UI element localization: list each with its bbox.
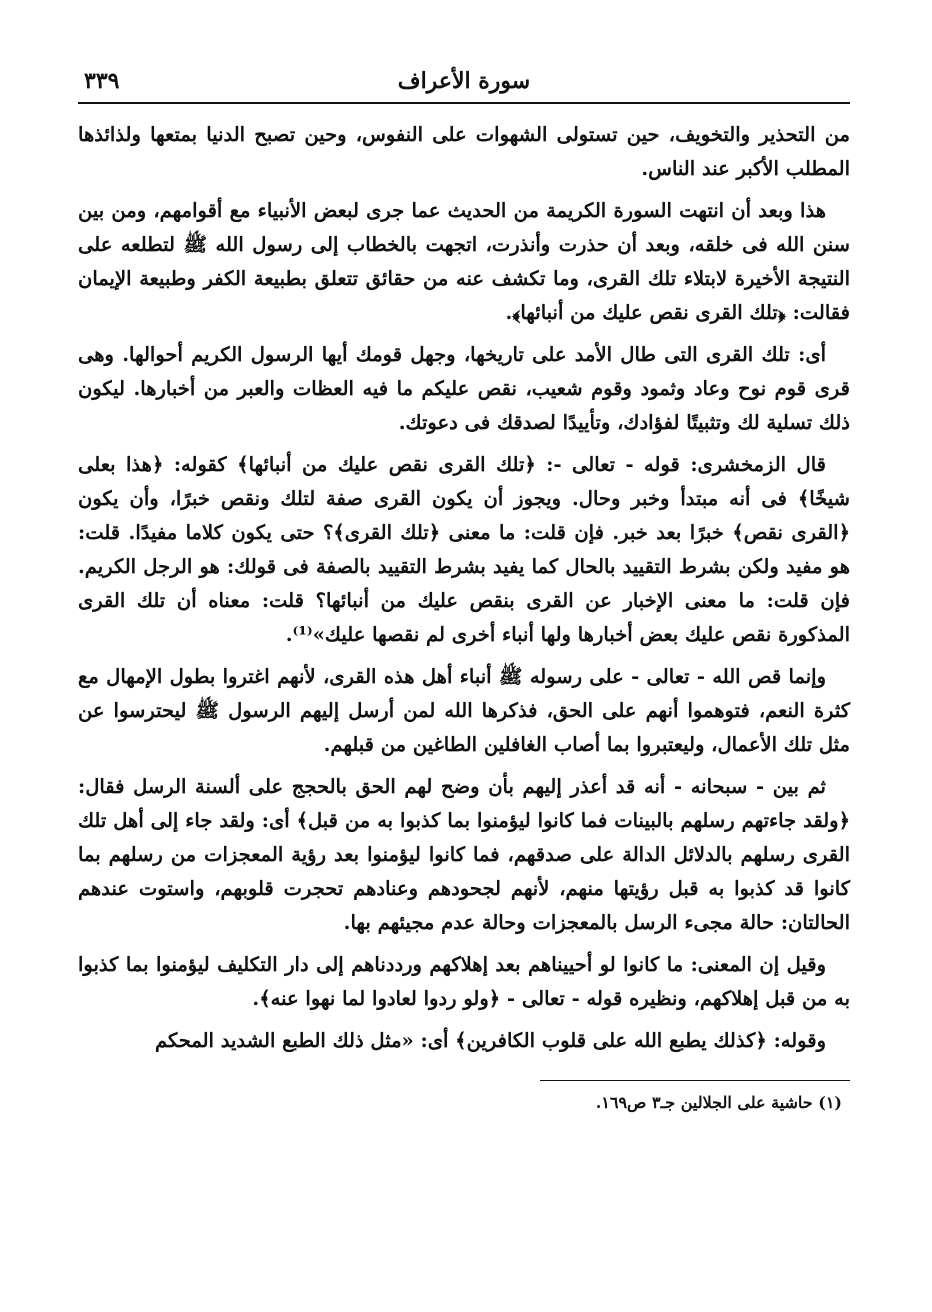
- footnote-divider: [540, 1080, 850, 1081]
- book-page: [78, 62, 850, 1112]
- page-header: [78, 62, 850, 104]
- paragraph: هذا وبعد أن انتهت السورة الكريمة من الحديث عما جرى لبعض الأنبياء مع أقوامهم، ومن بين سنن الله فى خلقه، وبعد أن حذرت وأنذرت، اتجهت بالخطاب إلى رسول الله ﷺ لتطلعه على النتيجة الأخيرة لابتلاء تلك القرى، وما تكشف عنه من حقائق تتعلق بطبيعة الكفر وطبيعة الإيمان فقالت: ﴿تلك القرى نقص عليك من أنبائها﴾.: [78, 199, 850, 324]
- paragraph: ثم بين - سبحانه - أنه قد أعذر إليهم بأن وضح لهم الحق بالحجج على ألسنة الرسل فقال: ﴿ولقد جاءتهم رسلهم بالبينات فما كانوا ليؤمنوا بما كذبوا به من قبل﴾ أى: ولقد جاء إلى أهل تلك القرى رسلهم بالدلائل الدالة على صدقهم، فما كانوا ليؤمنوا بعد رؤية المعجزات من رسلهم بما كانوا قد كذبوا به قبل رؤيتها منهم، لأنهم لجحودهم وعنادهم تحجرت قلوبهم، واستوت عندهم الحالتان: حالة مجىء الرسل بالمعجزات وحالة عدم مجيئهم بها.: [78, 775, 850, 934]
- paragraph: قال الزمخشرى: قوله - تعالى -: ﴿تلك القرى نقص عليك من أنبائها﴾ كقوله: ﴿هذا بعلى شيخًا﴾ فى أنه مبتدأ وخبر وحال. ويجوز أن يكون القرى صفة لتلك ونقص خبرًا، وأن يكون ﴿القرى نقص﴾ خبرًا بعد خبر. فإن قلت: ما معنى ﴿تلك القرى﴾؟ حتى يكون كلاما مفيدًا. قلت: هو مفيد ولكن بشرط التقييد بالحال كما يفيد بشرط التقييد بالصفة فى قولك: هو الرجل الكريم. فإن قلت: ما معنى الإخبار عن القرى بنقص عليك من أنبائها؟ قلت: معناه أن تلك القرى المذكورة نقص عليك بعض أخبارها ولها أنباء أخرى لم نقصها عليك»⁽¹⁾.: [78, 453, 850, 646]
- paragraph: وإنما قص الله - تعالى - على رسوله ﷺ أنباء أهل هذه القرى، لأنهم اغتروا بطول الإمهال مع كثرة النعم، فتوهموا أنهم على الحق، فذكرها الله لمن أرسل إليهم الرسول ﷺ ليحترسوا عن مثل تلك الأعمال، وليعتبروا بما أصاب الغافلين الطاغين من قبلهم.: [78, 665, 850, 756]
- paragraph: أى: تلك القرى التى طال الأمد على تاريخها، وجهل قومك أيها الرسول الكريم أحوالها. وهى قرى قوم نوح وعاد وثمود وقوم شعيب، نقص عليكم ما فيه العظات والعبر من أخبارها. ليكون ذلك تسلية لك وتثبيتًا لفؤادك، وتأييدًا لصدقك فى دعوتك.: [78, 343, 850, 434]
- page-body: [78, 118, 850, 1058]
- paragraph: من التحذير والتخويف، حين تستولى الشهوات على النفوس، وحين تصبح الدنيا بمتعها ولذائذها المطلب الأكبر عند الناس.: [78, 123, 850, 180]
- surah-title: سورة الأعراف: [397, 68, 531, 94]
- footnote: (١) حاشية على الجلالين جـ٣ ص١٦٩.: [595, 1093, 842, 1112]
- paragraph: وقوله: ﴿كذلك يطبع الله على قلوب الكافرين﴾ أى: «مثل ذلك الطبع الشديد المحكم: [154, 1029, 826, 1052]
- page-number: ٣٣٩: [84, 68, 120, 94]
- paragraph: وقيل إن المعنى: ما كانوا لو أحييناهم بعد إهلاكهم ورددناهم إلى دار التكليف ليؤمنوا بما كذبوا به من قبل إهلاكهم، ونظيره قوله - تعالى - ﴿ولو ردوا لعادوا لما نهوا عنه﴾.: [78, 953, 850, 1010]
